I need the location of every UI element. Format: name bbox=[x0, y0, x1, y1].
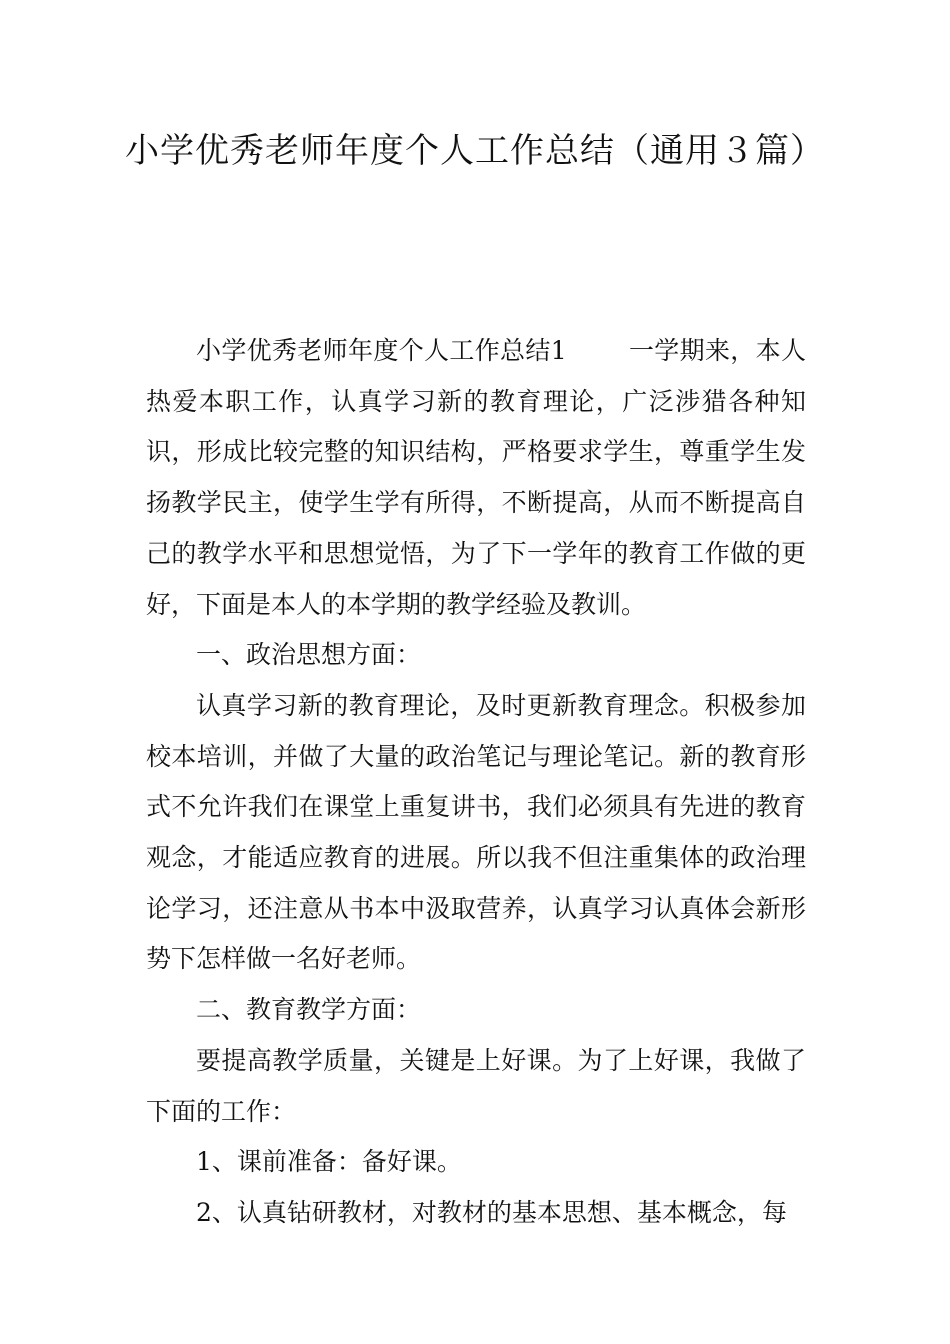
paragraph-politics: 认真学习新的教育理论，及时更新教育理念。积极参加校本培训，并做了大量的政治笔记与理论笔记。新的教育形式不允许我们在课堂上重复讲书，我们必须具有先进的教育观念，才能适应教育的进展。所以我不但注重集体的政治理论学习，还注意从书本中汲取营养，认真学习认真体会新形势下怎样做一名好老师。 bbox=[146, 690, 806, 974]
list-item-1: 1、课前准备：备好课。 bbox=[196, 1147, 462, 1177]
list-item-2: 2、认真钻研教材，对教材的基本思想、基本概念，每 bbox=[196, 1197, 787, 1227]
document-title: 小学优秀老师年度个人工作总结（通用３篇） bbox=[125, 131, 825, 171]
paragraph-heading-politics: 一、政治思想方面： bbox=[196, 640, 422, 670]
paragraph-teaching: 要提高教学质量，关键是上好课。为了上好课，我做了下面的工作： bbox=[146, 1045, 806, 1126]
paragraph-heading-teaching: 二、教育教学方面： bbox=[196, 995, 422, 1025]
paragraph-intro bbox=[146, 326, 806, 630]
section-heading-1: 小学优秀老师年度个人工作总结1 bbox=[196, 336, 567, 365]
document-body bbox=[146, 326, 806, 1239]
paragraph-text: 一学期来，本人热爱本职工作，认真学习新的教育理论，广泛涉猎各种知识，形成比较完整的知识结构，严格要求学生，尊重学生发扬教学民主，使学生学有所得，不断提高，从而不断提高自己的教学水平和思想觉悟，为了下一学年的教育工作做的更好，下面是本人的本学期的教学经验及教训。 bbox=[146, 336, 806, 619]
